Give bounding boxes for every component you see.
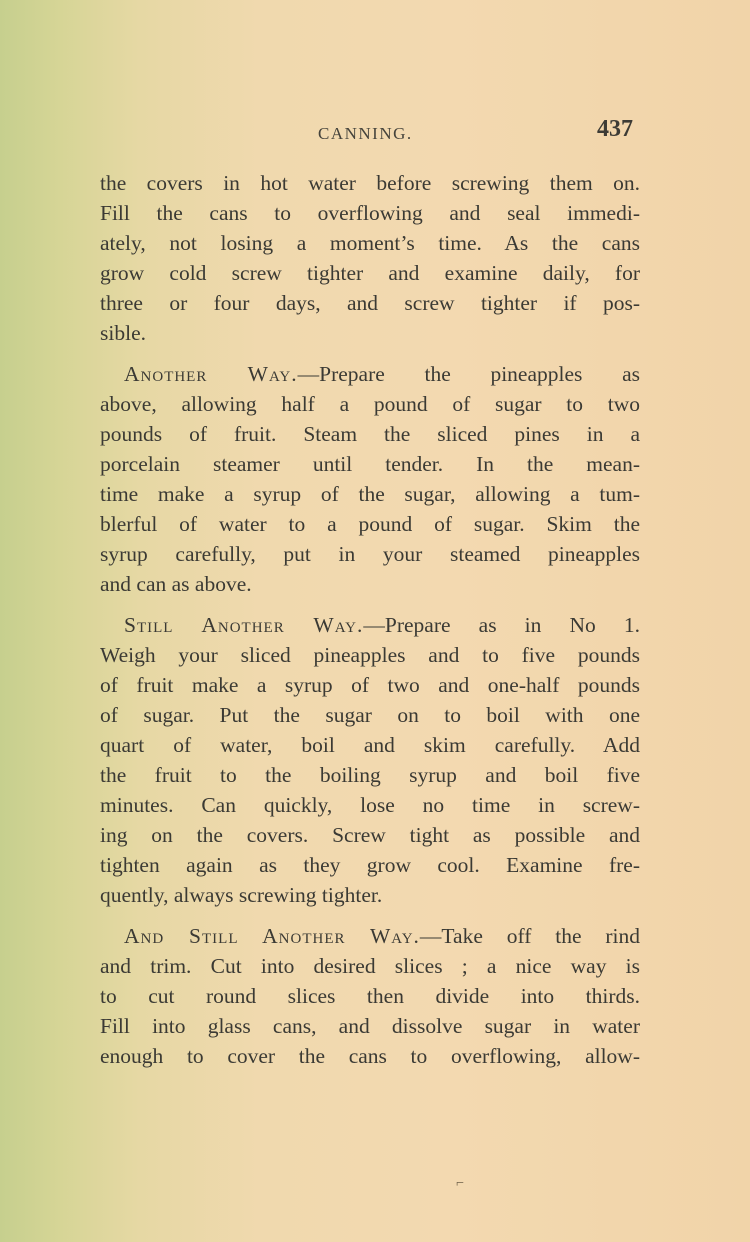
text-line: minutes. Can quickly, lose no time in screw-	[100, 793, 640, 817]
text-line	[100, 359, 640, 389]
text-line	[100, 610, 640, 640]
text-line: Weigh your sliced pineapples and to five pounds	[100, 643, 640, 667]
text-line: blerful of water to a pound of sugar. Skim the	[100, 512, 640, 536]
text-line: sible.	[100, 321, 146, 345]
lead-line-text: —Prepare the pineapples as	[297, 362, 640, 386]
text-line: above, allowing half a pound of sugar to two	[100, 392, 640, 416]
text-line: syrup carefully, put in your steamed pineapples	[100, 542, 640, 566]
text-line: porcelain steamer until tender. In the mean-	[100, 452, 640, 476]
text-line: grow cold screw tighter and examine daily, for	[100, 261, 640, 285]
text-line: three or four days, and screw tighter if pos-	[100, 291, 640, 315]
running-head	[0, 116, 750, 146]
page-number: 437	[597, 116, 633, 142]
text-line: tighten again as they grow cool. Examine fre-	[100, 853, 640, 877]
text-line: time make a syrup of the sugar, allowing a tum-	[100, 482, 640, 506]
paragraph-lead: Still Another Way.	[124, 613, 364, 637]
text-line: ately, not losing a moment’s time. As the cans	[100, 231, 640, 255]
paragraph-lead: And Still Another Way.	[124, 924, 420, 948]
text-line: and trim. Cut into desired slices ; a nice way is	[100, 954, 640, 978]
text-line: of sugar. Put the sugar on to boil with one	[100, 703, 640, 727]
text-line: of fruit make a syrup of two and one-half pounds	[100, 673, 640, 697]
text-line: the covers in hot water before screwing them on.	[100, 171, 640, 195]
printer-mark: ⌐	[456, 1176, 464, 1191]
lead-line-text: —Take off the rind	[419, 924, 640, 948]
paragraph-and-still-another-way	[100, 921, 640, 1071]
body-text	[100, 168, 640, 1082]
text-line: quart of water, boil and skim carefully. Add	[100, 733, 640, 757]
text-line: to cut round slices then divide into thirds.	[100, 984, 640, 1008]
text-line: Fill the cans to overflowing and seal immedi-	[100, 201, 640, 225]
text-line: pounds of fruit. Steam the sliced pines in a	[100, 422, 640, 446]
text-line: Fill into glass cans, and dissolve sugar in water	[100, 1014, 640, 1038]
section-title: CANNING.	[318, 124, 413, 143]
paragraph-still-another-way	[100, 610, 640, 910]
paragraph-continued	[100, 168, 640, 348]
paragraph-another-way	[100, 359, 640, 599]
text-line: and can as above.	[100, 572, 252, 596]
text-line: ing on the covers. Screw tight as possible and	[100, 823, 640, 847]
text-line: enough to cover the cans to overflowing, allow-	[100, 1044, 640, 1068]
text-line: the fruit to the boiling syrup and boil five	[100, 763, 640, 787]
text-line: quently, always screwing tighter.	[100, 883, 383, 907]
text-line	[100, 921, 640, 951]
paragraph-lead: Another Way.	[124, 362, 298, 386]
lead-line-text: —Prepare as in No 1.	[363, 613, 640, 637]
